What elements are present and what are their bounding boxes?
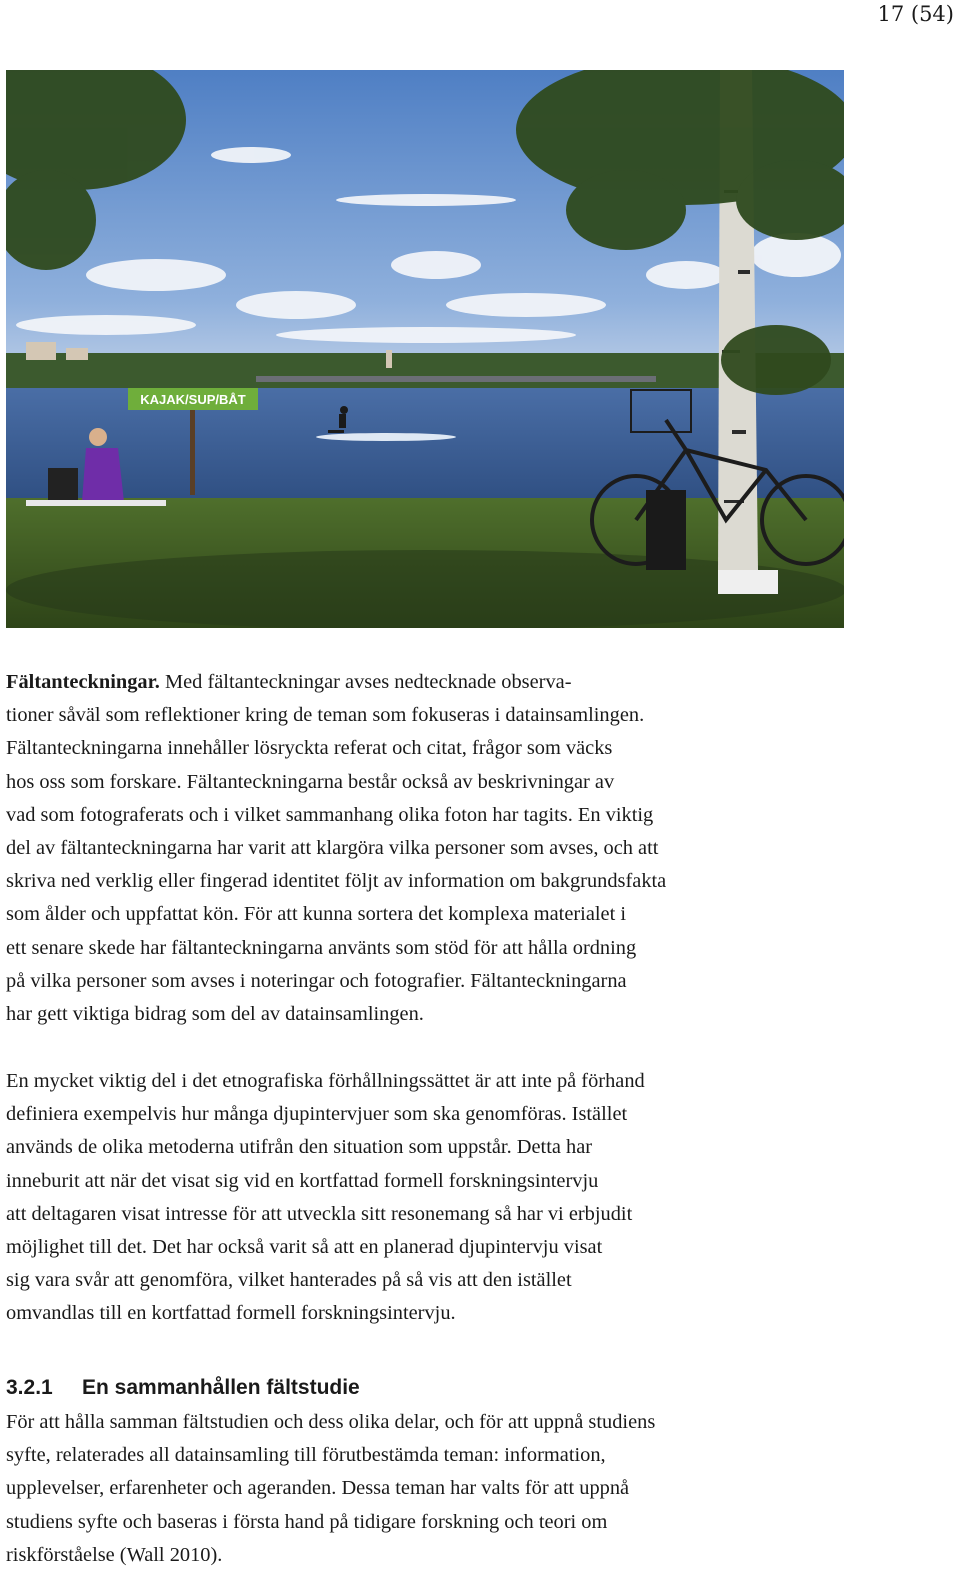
para-line: vad som fotograferats och i vilket sammanhang olika foton har tagits. En viktig (6, 803, 654, 826)
para-line: För att hålla samman fältstudien och dess olika delar, och för att uppnå studiens (6, 1411, 656, 1433)
para-line: definiera exempelvis hur många djupintervjuer som ska genomföras. Istället (6, 1103, 628, 1126)
section-heading (6, 1373, 360, 1403)
para-line: omvandlas till en kortfattad formell forskningsintervju. (6, 1302, 456, 1325)
para-line: syfte, relaterades all datainsamling till förutbestämda teman: information, (6, 1444, 606, 1467)
distant-shore (6, 353, 844, 393)
bridge (256, 376, 656, 382)
para-line: på vilka personer som avses i noteringar och fotografier. Fältanteckningarna (6, 969, 627, 992)
para-line: att deltagaren visat intresse för att utveckla sitt resonemang så har vi erbjudit (6, 1202, 633, 1225)
para-line: skriva ned verklig eller fingerad identitet följt av information om bakgrundsfakta (6, 870, 667, 893)
sign-text: KAJAK/SUP/BÅT (140, 392, 246, 407)
page-number: 17 (54) (877, 2, 954, 26)
para-line: möjlighet till det. Det har också varit så att en planerad djupintervju visat (6, 1236, 603, 1259)
para-line: Fältanteckningarna innehåller lösryckta referat och citat, frågor som väcks (6, 737, 613, 760)
section-number: 3.2.1 (6, 1376, 53, 1399)
para-line: tioner såväl som reflektioner kring de teman som fokuseras i datainsamlingen. (6, 704, 645, 727)
section-field-notes (6, 666, 844, 1031)
para-line: inneburit att när det visat sig vid en kortfattad formell forskningsintervju (6, 1169, 599, 1192)
para-line: riskförståelse (Wall 2010). (6, 1543, 223, 1566)
para-line: har gett viktiga bidrag som del av datainsamlingen. (6, 1003, 424, 1026)
sneakers (718, 570, 778, 594)
para-line: som ålder och uppfattat kön. För att kunna sortera det komplexa materialet i (6, 903, 627, 926)
para-line: hos oss som forskare. Fältanteckningarna består också av beskrivningar av (6, 770, 615, 793)
para-line: sig vara svår att genomföra, vilket hanterades på så vis att den istället (6, 1269, 572, 1292)
para-line: upplevelser, erfarenheter och ageranden. Dessa teman har valts för att uppnå (6, 1477, 630, 1500)
para-line: del av fältanteckningarna har varit att klargöra vilka personer som avses, och att (6, 837, 659, 860)
para-line: används de olika metoderna utifrån den situation som uppstår. Detta har (6, 1136, 593, 1159)
para-line: ett senare skede har fältanteckningarna använts som stöd för att hålla ordning (6, 936, 637, 959)
para-line: Fältanteckningar. Med fältanteckningar avses nedtecknade observa- (6, 671, 572, 693)
backpack (646, 490, 686, 570)
para-line: En mycket viktig del i det etnografiska förhållningssättet är att inte på förhand (6, 1070, 645, 1092)
para-line: studiens syfte och baseras i första hand på tidigare forskning och teori om (6, 1510, 608, 1533)
section-title: En sammanhållen fältstudie (82, 1376, 360, 1399)
lakeside-photo (6, 70, 844, 628)
term-field-notes: Fältanteckningar. (6, 671, 160, 693)
section-cohesive-study (6, 1406, 844, 1572)
section-ethnographic-approach (6, 1065, 844, 1331)
